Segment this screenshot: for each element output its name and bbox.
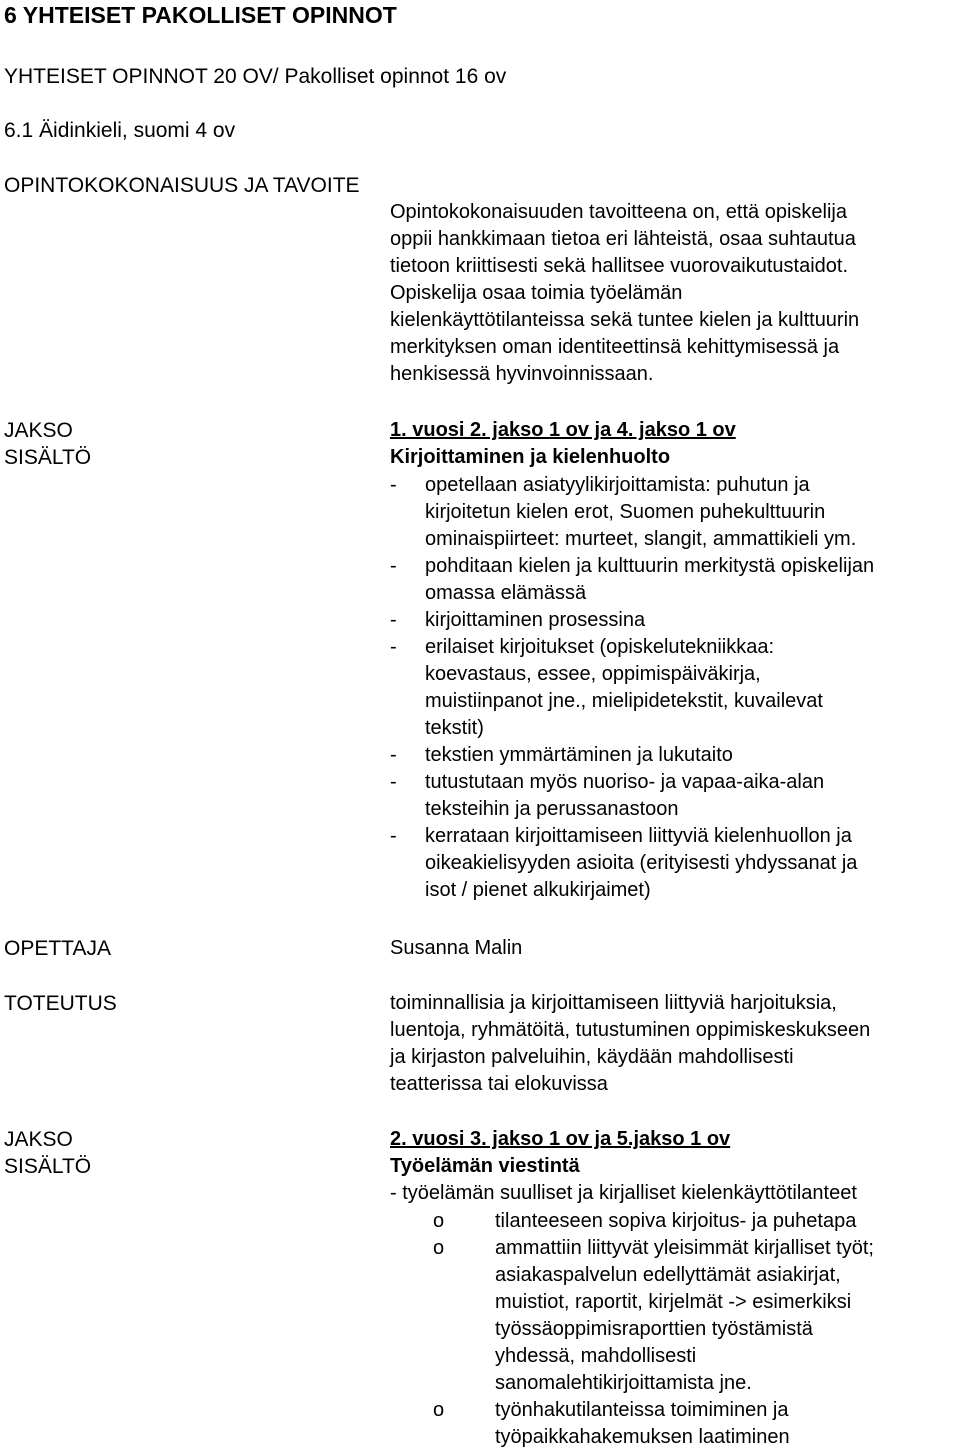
bullet-item-line: muistiot, raportit, kirjelmät -> esimerkiksi	[495, 1291, 852, 1313]
section2-period: 2. vuosi 3. jakso 1 ov ja 5.jakso 1 ov	[390, 1128, 731, 1150]
objectives-line: tietoon kriittisesti sekä hallitsee vuorovaikutustaidot.	[390, 255, 849, 277]
list-item-line: kirjoitetun kielen erot, Suomen puhekulttuurin	[425, 501, 826, 523]
list-item-line: opetellaan asiatyylikirjoittamista: puhutun ja	[425, 474, 810, 496]
list-item-line: tekstien ymmärtäminen ja lukutaito	[425, 744, 733, 766]
bullet-item-line: työpaikkahakemuksen laatiminen	[495, 1426, 790, 1448]
section2-sisalto-label: SISÄLTÖ	[4, 1155, 92, 1178]
list-dash: -	[390, 609, 397, 631]
objectives-line: Opintokokonaisuuden tavoitteena on, että opiskelija	[390, 201, 847, 223]
list-item-line: teksteihin ja perussanastoon	[425, 798, 679, 820]
implementation-line: toiminnallisia ja kirjoittamiseen liittyviä harjoituksia,	[390, 992, 837, 1014]
section1-sisalto-label: SISÄLTÖ	[4, 446, 92, 469]
objectives-label: OPINTOKOKONAISUUS JA TAVOITE	[4, 174, 360, 197]
list-dash: -	[390, 825, 397, 847]
implementation-label: TOTEUTUS	[4, 992, 117, 1015]
bullet-item-line: asiakaspalvelun edellyttämät asiakirjat,	[495, 1264, 841, 1286]
list-item-line: kirjoittaminen prosessina	[425, 609, 646, 631]
teacher-name: Susanna Malin	[390, 937, 523, 959]
objectives-line: henkisessä hyvinvoinnissaan.	[390, 363, 654, 385]
bullet-marker: o	[433, 1237, 445, 1259]
list-item-line: tutustutaan myös nuoriso- ja vapaa-aika-alan	[425, 771, 825, 793]
bullet-marker: o	[433, 1399, 445, 1421]
chapter-title: 6 YHTEISET PAKOLLISET OPINNOT	[4, 2, 397, 28]
teacher-label: OPETTAJA	[4, 937, 111, 960]
list-item-line: erilaiset kirjoitukset (opiskelutekniikkaa:	[425, 636, 775, 658]
list-dash: -	[390, 636, 397, 658]
bullet-item-line: yhdessä, mahdollisesti	[495, 1345, 697, 1367]
section1-topic: Kirjoittaminen ja kielenhuolto	[390, 446, 671, 468]
bullet-item-line: ammattiin liittyvät yleisimmät kirjalliset työt;	[495, 1237, 874, 1259]
bullet-item-line: työnhakutilanteissa toimiminen ja	[495, 1399, 789, 1421]
list-item-line: isot / pienet alkukirjaimet)	[425, 879, 651, 901]
list-item-line: oikeakielisyyden asioita (erityisesti yhdyssanat ja	[425, 852, 858, 874]
list-item-line: tekstit)	[425, 717, 484, 739]
list-dash: -	[390, 744, 397, 766]
list-item-line: pohditaan kielen ja kulttuurin merkitystä opiskelijan	[425, 555, 875, 577]
bullet-marker: o	[433, 1210, 445, 1232]
course-title: 6.1 Äidinkieli, suomi 4 ov	[4, 119, 236, 142]
subtitle: YHTEISET OPINNOT 20 OV/ Pakolliset opinnot 16 ov	[4, 65, 507, 88]
section2-intro: - työelämän suulliset ja kirjalliset kielenkäyttötilanteet	[390, 1182, 857, 1204]
implementation-line: ja kirjaston palveluihin, käydään mahdollisesti	[390, 1046, 794, 1068]
section1-period: 1. vuosi 2. jakso 1 ov ja 4. jakso 1 ov	[390, 419, 736, 441]
section2-jakso-label: JAKSO	[4, 1128, 73, 1151]
list-item-line: omassa elämässä	[425, 582, 587, 604]
bullet-item-line: työssäoppimisraporttien työstämistä	[495, 1318, 813, 1340]
implementation-line: luentoja, ryhmätöitä, tutustuminen oppimiskeskukseen	[390, 1019, 871, 1041]
implementation-line: teatterissa tai elokuvissa	[390, 1073, 608, 1095]
list-item-line: ominaispiirteet: murteet, slangit, ammattikieli ym.	[425, 528, 857, 550]
section1-jakso-label: JAKSO	[4, 419, 73, 442]
bullet-item-line: tilanteeseen sopiva kirjoitus- ja puhetapa	[495, 1210, 857, 1232]
objectives-line: merkityksen oman identiteettinsä kehittymisessä ja	[390, 336, 840, 358]
list-item-line: muistiinpanot jne., mielipidetekstit, kuvailevat	[425, 690, 823, 712]
objectives-line: Opiskelija osaa toimia työelämän	[390, 282, 683, 304]
list-item-line: kerrataan kirjoittamiseen liittyviä kielenhuollon ja	[425, 825, 852, 847]
list-item-line: koevastaus, essee, oppimispäiväkirja,	[425, 663, 761, 685]
list-dash: -	[390, 771, 397, 793]
list-dash: -	[390, 555, 397, 577]
list-dash: -	[390, 474, 397, 496]
bullet-item-line: sanomalehtikirjoittamista jne.	[495, 1372, 752, 1394]
objectives-line: kielenkäyttötilanteissa sekä tuntee kielen ja kulttuurin	[390, 309, 860, 331]
section2-topic: Työelämän viestintä	[390, 1155, 580, 1177]
objectives-line: oppii hankkimaan tietoa eri lähteistä, osaa suhtautua	[390, 228, 856, 250]
